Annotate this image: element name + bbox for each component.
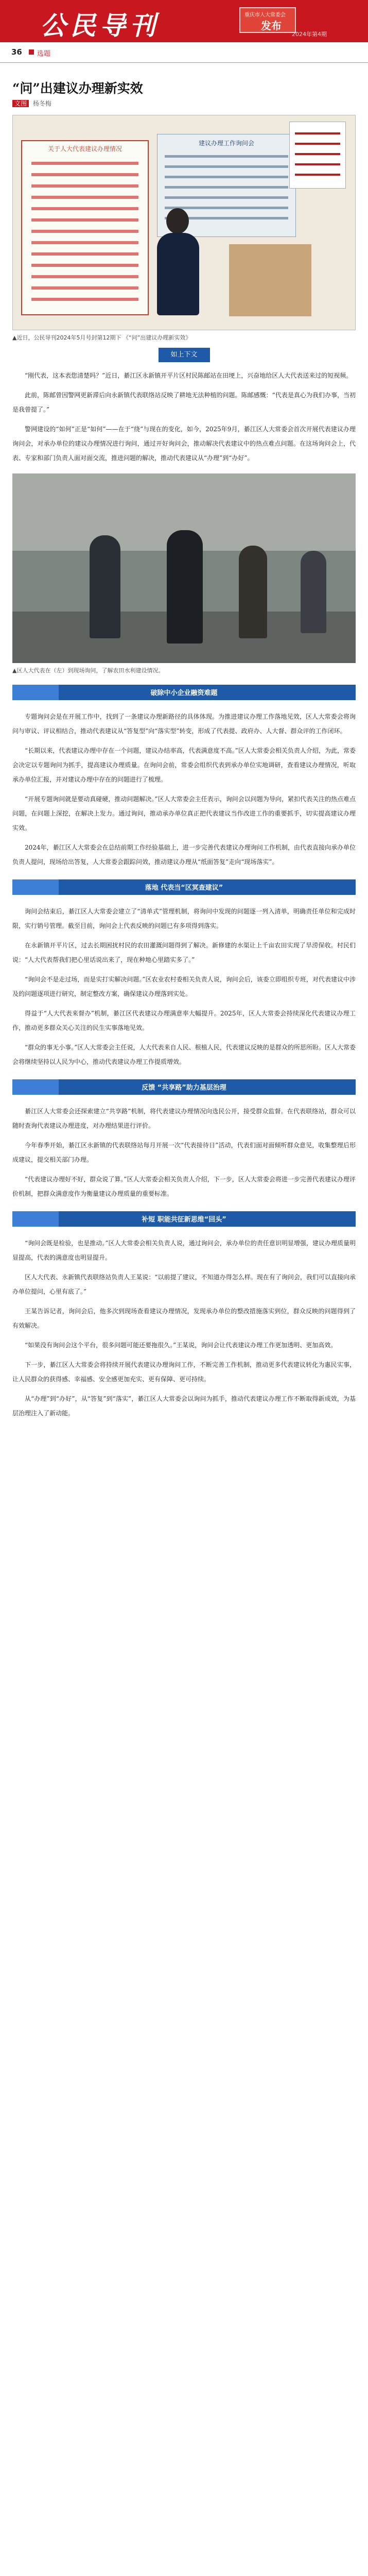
body-paragraph: 在永新镇开平片区，过去长期困扰村民的农田灌溉问题得到了解决。新修建的水渠让上千亩农田实现了旱涝保收。村民们说：“人大代表帮我们把心里话说出来了，现在种地心里踏实多了。” (12, 942, 356, 963)
body-paragraph: “代表建议办理好不好，群众说了算。”区人大常委会相关负责人介绍，下一步，区人大常委会将进一步完善代表建议办理评价机制，把群众满意度作为衡量建议办理质量的重要标准。 (12, 1176, 356, 1197)
side-banner (289, 122, 346, 189)
paragraph-group-3 (0, 904, 368, 1069)
field-photo-caption: ▲区人大代表在（左）到现场询问，了解农田水利建设情况。 (12, 667, 164, 674)
body-paragraph: 区人大代表、永新镇代表联络站负责人王某说：“以前提了建议，不知道办得怎么样。现在有了询问会，我们可以直接向承办单位提问，心里有底了。” (12, 1274, 356, 1295)
body-paragraph: “刚代表，这本表您清楚吗？”近日，綦江区永新镇开平片区村民陈邮站在田埂上，兴奋地给区人大代表送来过的短视频。 (25, 372, 353, 379)
body-paragraph: “如果没有询问会这个平台，很多问题可能还要拖很久。”王某说，询问会让代表建议办理工作更加透明、更加高效。 (25, 1342, 337, 1349)
section-heading-1 (12, 683, 356, 703)
publisher-logo-text: 发布 (261, 20, 282, 32)
body-paragraph: 从“办理”到“办好”，从“答复”到“落实”，綦江区人大常委会以询问为抓手，推动代表建议办理工作不断取得新成效，为基层治理注入了新动能。 (12, 1395, 356, 1417)
byline (0, 99, 368, 113)
body-paragraph: 下一步，綦江区人大常委会将持续开展代表建议办理询问工作，不断完善工作机制，推动更多代表建议转化为惠民实事，让人民群众的获得感、幸福感、安全感更加充实、更有保障、更可持续。 (12, 1361, 356, 1383)
page-bar (0, 42, 368, 63)
notice-wall-title: 关于人大代表建议办理情况 (47, 145, 122, 152)
body-paragraph: 得益于“人大代表来督办”机制，綦江区代表建议办理满意率大幅提升。2025年，区人大常委会持续深化代表建议办理工作，推动更多群众关心关注的民生实事落地见效。 (12, 1010, 356, 1031)
body-paragraph: 今年春季开始，綦江区永新镇的代表联络站每月开展一次“代表接待日”活动，代表们面对面倾听群众意见，收集整理后形成建议，提交相关部门办理。 (12, 1142, 356, 1163)
byline-author: 杨冬梅 (32, 100, 51, 107)
hero-photo (12, 115, 356, 330)
section-marker-icon (29, 49, 34, 55)
speaker-figure (151, 208, 204, 316)
section-heading-3-text: 反馈 “共享路”助力基层治理 (142, 1084, 226, 1092)
section-heading-4-text: 补短 职能共征新思维“回头” (142, 1216, 226, 1224)
publisher-logo-sub: 重庆市人大常委会 (244, 12, 286, 18)
body-paragraph: 询问会结束后，綦江区人大常委会建立了“清单式”管理机制，将询问中发现的问题逐一列入清单，明确责任单位和完成时限，实行销号管理。截至目前，询问会上代表反映的问题已有多项得到落实。 (12, 908, 356, 929)
section-heading-1-text: 破除中小企业融资难题 (150, 689, 218, 697)
section-heading-3 (12, 1077, 356, 1098)
body-paragraph: 王某告诉记者，询问会后，他多次到现场查看建议办理情况，发现承办单位的整改措施落实到位，群众反映的问题得到了有效解决。 (12, 1308, 356, 1329)
publisher-logo (239, 7, 296, 33)
body-paragraph: 此前，陈邮曾因警网更新滞后向永新镇代表联络站反映了耕地无法种植的问题。陈邮感慨：“代表是真心为我们办事，当初是我曾提了。” (12, 392, 356, 413)
tag-label: 如上下文 (159, 348, 210, 362)
body-paragraph: “开展专题询问就是要动真碰硬，推动问题解决。”区人大常委会主任表示，询问会以问题为导向，紧扣代表关注的热点难点问题，在问题上深挖，在解决上发力。通过询问，推动承办单位真正把代表建议当作改进工作的重要抓手，切实提高建议办理实效。 (12, 795, 356, 832)
notice-wall (21, 140, 149, 315)
paragraph-group-4 (0, 1104, 368, 1201)
issue-number: 2024年第4期 (292, 31, 327, 38)
field-photo (12, 473, 356, 663)
byline-label: 文图 (12, 100, 29, 107)
body-paragraph: “询问会不是走过场，而是实打实解决问题。”区农业农村委相关负责人说，询问会后，该委立即组织专班，对代表建议中涉及的问题逐项进行研究，制定整改方案，确保建议办理落到实处。 (12, 976, 356, 997)
section-heading-4 (12, 1209, 356, 1230)
masthead (0, 0, 368, 42)
body-paragraph: 綦江区人大常委会还探索建立“共享路”机制，将代表建议办理情况向选民公开，接受群众监督。在代表联络站，群众可以随时查询代表建议办理进度，对办理结果进行评价。 (12, 1108, 356, 1129)
body-paragraph: “长期以来，代表建议办理中存在一个问题，建议办结率高，代表满意度不高。”区人大常委会相关负责人介绍，为此，常委会决定以专题询问为抓手，提高建议办理质量。在询问会前，常委会组织代表到承办单位实地调研，查看建议办理情况，听取承办单位汇报，并对建议办理中存在的问题进行了梳理。 (12, 747, 356, 783)
section-label: 选题 (37, 50, 51, 58)
body-paragraph: 专题询问会是在开展工作中，找到了一条建议办理新路径的具体体现。为推进建议办理工作落地见效，区人大常委会将询问与审议、评议相结合，推动代表建议从“答复型”向“落实型”转变，形成了代表提、政府办、人大督、群众评的工作闭环。 (12, 713, 356, 735)
page-number: 36 (11, 47, 22, 57)
paragraph-group-1 (0, 368, 368, 465)
body-paragraph: 2024年，綦江区人大常委会在总结前期工作经验基础上，进一步完善代表建议办理询问工作机制，由代表直接向承办单位负责人提问，现场给出答复，人大常委会跟踪问效，推动建议办理从“纸面答复”走向“现场落实”。 (12, 844, 356, 866)
body-paragraph: “群众的事无小事。”区人大常委会主任说，人大代表来自人民、根植人民，代表建议反映的是群众的所思所盼。区人大常委会将继续坚持以人民为中心，推动代表建议办理工作提质增效。 (12, 1044, 356, 1065)
article-headline: “问”出建议办理新实效 (12, 81, 143, 96)
paragraph-group-2 (0, 709, 368, 869)
podium (229, 244, 311, 316)
paragraph-group-5 (0, 1236, 368, 1420)
section-heading-2 (12, 877, 356, 898)
masthead-title: 公民导刊 (40, 10, 160, 41)
section-heading-2-text: 落地 代表当“区冥查建议” (145, 884, 223, 892)
body-paragraph: “询问会既是检验，也是推动。”区人大常委会相关负责人说，通过询问会，承办单位的责任意识明显增强，建议办理质量明显提高，代表的满意度也明显提升。 (12, 1240, 356, 1261)
body-paragraph: 警网建设的“如何”正是“如何”——在于“绕”与现在的变化，如今，2025年9月，綦江区人大常委会首次开展代表建议办理询问会，对承办单位的建议办理情况进行询问，通过开好询问会，推动解决代表建议中的热点难点问题。在这场询问会上，代表、专家和部门负责人面对面交流，推进问题的解决，推动代表建议从“办理”到“办好”。 (12, 426, 356, 462)
hero-caption: ▲近日，公民导刊2024年5月号封第12期下 《“问”出建议办理新实效》 (12, 334, 191, 341)
display-board-title: 建议办理工作询问会 (198, 140, 254, 147)
